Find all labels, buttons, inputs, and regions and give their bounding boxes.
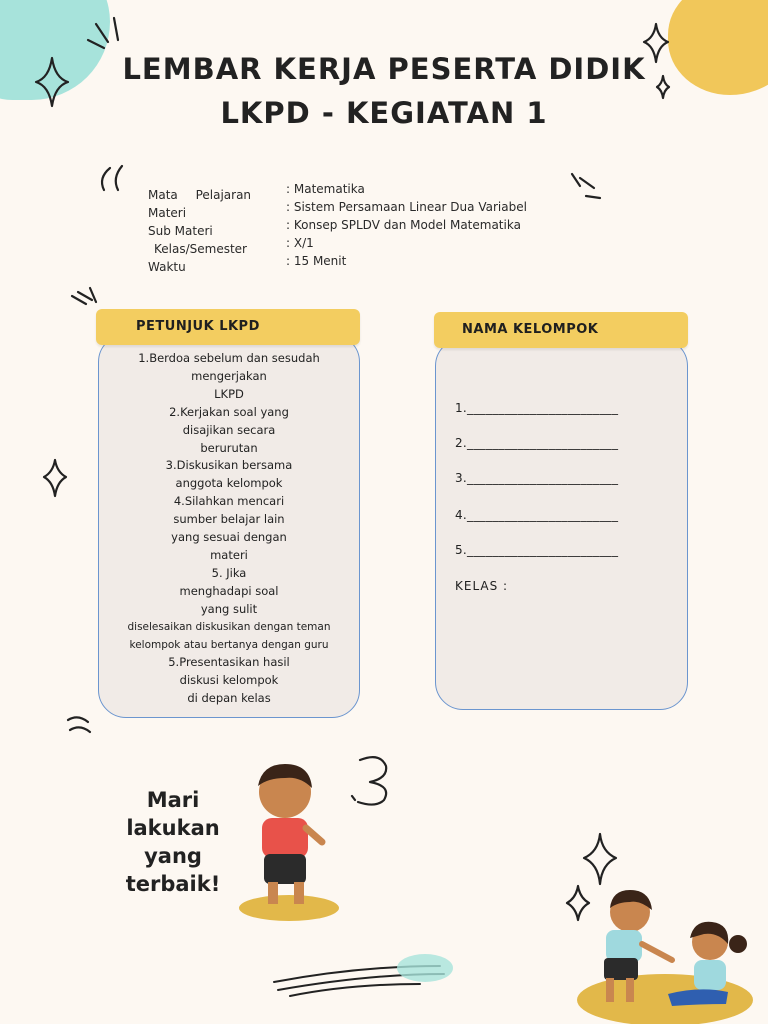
petunjuk-list — [98, 350, 360, 708]
page-title: LEMBAR KERJA PESERTA DIDIK — [122, 52, 646, 86]
petunjuk-line: menghadapi soal — [179, 583, 279, 598]
info-value-materi: : Sistem Persamaan Linear Dua Variabel — [286, 200, 527, 214]
info-label-sub-materi: Sub Materi — [148, 224, 213, 238]
info-value-waktu: : 15 Menit — [286, 254, 347, 268]
petunjuk-line: 5. Jika — [211, 565, 247, 580]
petunjuk-line: yang sesuai dengan — [171, 530, 287, 545]
petunjuk-line: disajikan secara — [182, 422, 276, 437]
petunjuk-line: materi — [210, 547, 248, 562]
kelompok-heading: NAMA KELOMPOK — [462, 322, 599, 337]
petunjuk-line: yang sulit — [200, 601, 258, 616]
kelompok-member-line[interactable]: 2.________________________ — [455, 436, 619, 450]
slogan-line: Mari — [146, 788, 200, 812]
page-subtitle: LKPD - KEGIATAN 1 — [220, 96, 548, 130]
petunjuk-line: diskusi kelompok — [179, 673, 279, 688]
kelompok-member-line[interactable]: 5.________________________ — [455, 543, 619, 557]
kelompok-member-line[interactable]: 1.________________________ — [455, 401, 619, 415]
petunjuk-line: di depan kelas — [187, 691, 271, 706]
info-label-kelas-semester: Kelas/Semester — [154, 242, 247, 256]
petunjuk-heading: PETUNJUK LKPD — [136, 319, 260, 334]
sparkle-icon — [567, 886, 589, 920]
petunjuk-line: 2.Kerjakan soal yang — [169, 404, 289, 419]
slogan-line: yang — [144, 844, 202, 868]
slogan-line: lakukan — [126, 816, 220, 840]
info-value-sub-materi: : Konsep SPLDV dan Model Matematika — [286, 218, 521, 232]
slogan-line: terbaik! — [125, 872, 221, 896]
petunjuk-line: LKPD — [214, 386, 244, 401]
petunjuk-line: 3.Diskusikan bersama — [165, 458, 293, 473]
kelompok-header — [434, 312, 688, 348]
kelas-label: KELAS : — [455, 579, 509, 593]
petunjuk-line: diselesaikan diskusikan dengan teman — [127, 620, 331, 633]
info-value-kelas-semester: : X/1 — [286, 236, 314, 250]
petunjuk-line: 1.Berdoa sebelum dan sesudah — [138, 351, 320, 365]
kelompok-panel — [435, 338, 688, 710]
kelompok-member-line[interactable]: 3.________________________ — [455, 471, 619, 485]
info-label-mata-pelajaran: Mata Pelajaran — [148, 188, 252, 202]
sparkle-icon — [584, 834, 616, 884]
petunjuk-line: anggota kelompok — [175, 476, 283, 491]
slogan — [108, 786, 238, 898]
petunjuk-line: kelompok atau bertanya dengan guru — [129, 638, 329, 651]
petunjuk-line: berurutan — [200, 440, 258, 455]
kid-illustration — [239, 764, 339, 921]
info-value-mata-pelajaran: : Matematika — [286, 182, 365, 196]
info-label-materi: Materi — [148, 206, 187, 220]
petunjuk-header — [96, 309, 360, 345]
kelompok-member-line[interactable]: 4.________________________ — [455, 508, 619, 522]
petunjuk-line: 4.Silahkan mencari — [173, 494, 285, 509]
kids-playing-illustration — [577, 890, 753, 1024]
sparkle-icon — [44, 460, 66, 496]
petunjuk-line: mengerjakan — [191, 368, 267, 383]
petunjuk-line: 5.Presentasikan hasil — [168, 655, 290, 670]
info-label-waktu: Waktu — [148, 260, 186, 274]
petunjuk-line: sumber belajar lain — [173, 512, 285, 527]
